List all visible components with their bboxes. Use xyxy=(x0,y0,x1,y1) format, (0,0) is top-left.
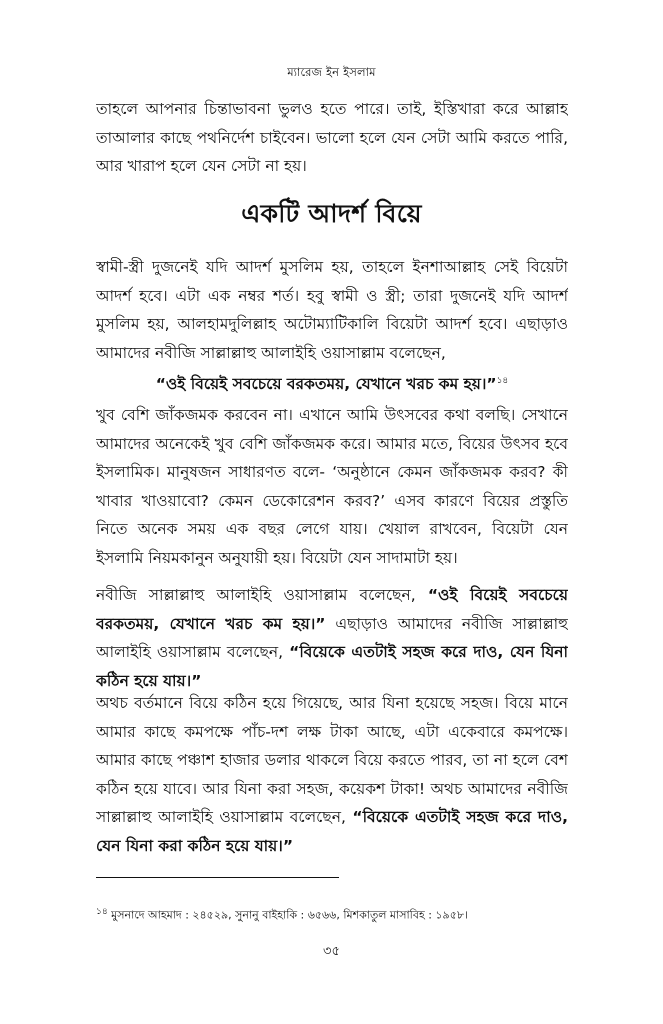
paragraph-3-quote-1: “ওই বিয়েই সবচেয়ে বরকতময়, যেখানে খরচ কম হয়।” xyxy=(96,586,568,633)
footnote-marker: ১৪ xyxy=(96,907,108,917)
paragraph-4-text: অথচ বর্তমানে বিয়ে কঠিন হয়ে গিয়েছে, আর যিনা হয়েছে সহজ। বিয়ে মানে আমার কাছে কমপক্ষে পাঁচ-দশ লক্ষ টাকা আছে, এটা একেবারে কমপক্ষে। আমার কাছে পঞ্চাশ হাজার ডলার থাকলে বিয়ে করতে পারব, তা না হলে বেশ কঠিন হয়ে যাবে। আর যিনা করা সহজ, কয়েকশ টাকা! অথচ আমাদের নবীজি সাল্লাল্লাহু আলাইহি ওয়াসাল্লাম বলেছেন, xyxy=(96,694,568,826)
footnote-reference: ১৪ xyxy=(496,376,509,386)
paragraph-1: স্বামী-স্ত্রী দুজনেই যদি আদর্শ মুসলিম হয়, তাহলে ইনশাআল্লাহ সেই বিয়েটা আদর্শ হবে। এটা এক নম্বর শর্ত। হবু স্বামী ও স্ত্রী; তারা দুজনেই যদি আদর্শ মুসলিম হয়, আলহামদুলিল্লাহ অটোম্যাটিকালি বিয়েটা আদর্শ হবে। এছাড়াও আমাদের নবীজি সাল্লাল্লাহু আলাইহি ওয়াসাল্লাম বলেছেন, xyxy=(96,258,568,362)
paragraph-4 xyxy=(96,689,568,863)
paragraph-3-text-2: এছাড়াও আমাদের নবীজি সাল্লাল্লাহু আলাইহি ওয়াসাল্লাম বলেছেন, xyxy=(96,614,568,661)
page-number: ৩৫ xyxy=(323,944,340,959)
running-head: ম্যারেজ ইন ইসলাম xyxy=(287,65,376,79)
paragraph-3-quote-2: “বিয়েকে এতটাই সহজ করে দাও, যেন যিনা কঠিন হয়ে যায়।” xyxy=(96,643,568,690)
paragraph-3-text-1: নবীজি সাল্লাল্লাহু আলাইহি ওয়াসাল্লাম বলেছেন, xyxy=(96,586,428,604)
section-heading: একটি আদর্শ বিয়ে xyxy=(241,199,422,228)
footnote-text: মুসনাদে আহমাদ : ২৪৫২৯, সুনানু বাইহাকি : ৬৫৬৬, মিশকাতুল মাসাবিহ : ১৯৫৮। xyxy=(107,908,468,922)
paragraph-2: খুব বেশি জাঁকজমক করবেন না। এখানে আমি উৎসবের কথা বলছি। সেখানে আমাদের অনেকেই খুব বেশি জাঁকজমক করে। আমার মতে, বিয়ের উৎসব হবে ইসলামিক। মানুষজন সাধারণত বলে- ‘অনুষ্ঠানে কেমন জাঁকজমক করব? কী খাবার খাওয়াবো? কেমন ডেকোরেশন করব?’ এসব কারণে বিয়ের প্রস্তুতি নিতে অনেক সময় এক বছর লেগে যায়। খেয়াল রাখবেন, বিয়েটা যেন ইসলামি নিয়মকানুন অনুযায়ী হয়। বিয়েটা যেন সাদামাটা হয়। xyxy=(96,406,568,567)
paragraph-3 xyxy=(96,581,568,697)
block-quote-text: “ওই বিয়েই সবচেয়ে বরকতময়, যেখানে খরচ কম হয়।” xyxy=(155,375,497,394)
block-quote xyxy=(96,367,568,398)
footnote xyxy=(96,904,568,924)
paragraph-4-quote: “বিয়েকে এতটাই সহজ করে দাও, যেন যিনা করা কঠিন হয়ে যায়।” xyxy=(96,808,568,855)
footnote-divider xyxy=(96,877,339,878)
intro-paragraph: তাহলে আপনার চিন্তাভাবনা ভুলও হতে পারে। তাই, ইস্তিখারা করে আল্লাহ তাআলার কাছে পথনির্দেশ চাইবেন। ভালো হলে যেন সেটা আমি করতে পারি, আর খারাপ হলে যেন সেটা না হয়। xyxy=(96,100,568,175)
